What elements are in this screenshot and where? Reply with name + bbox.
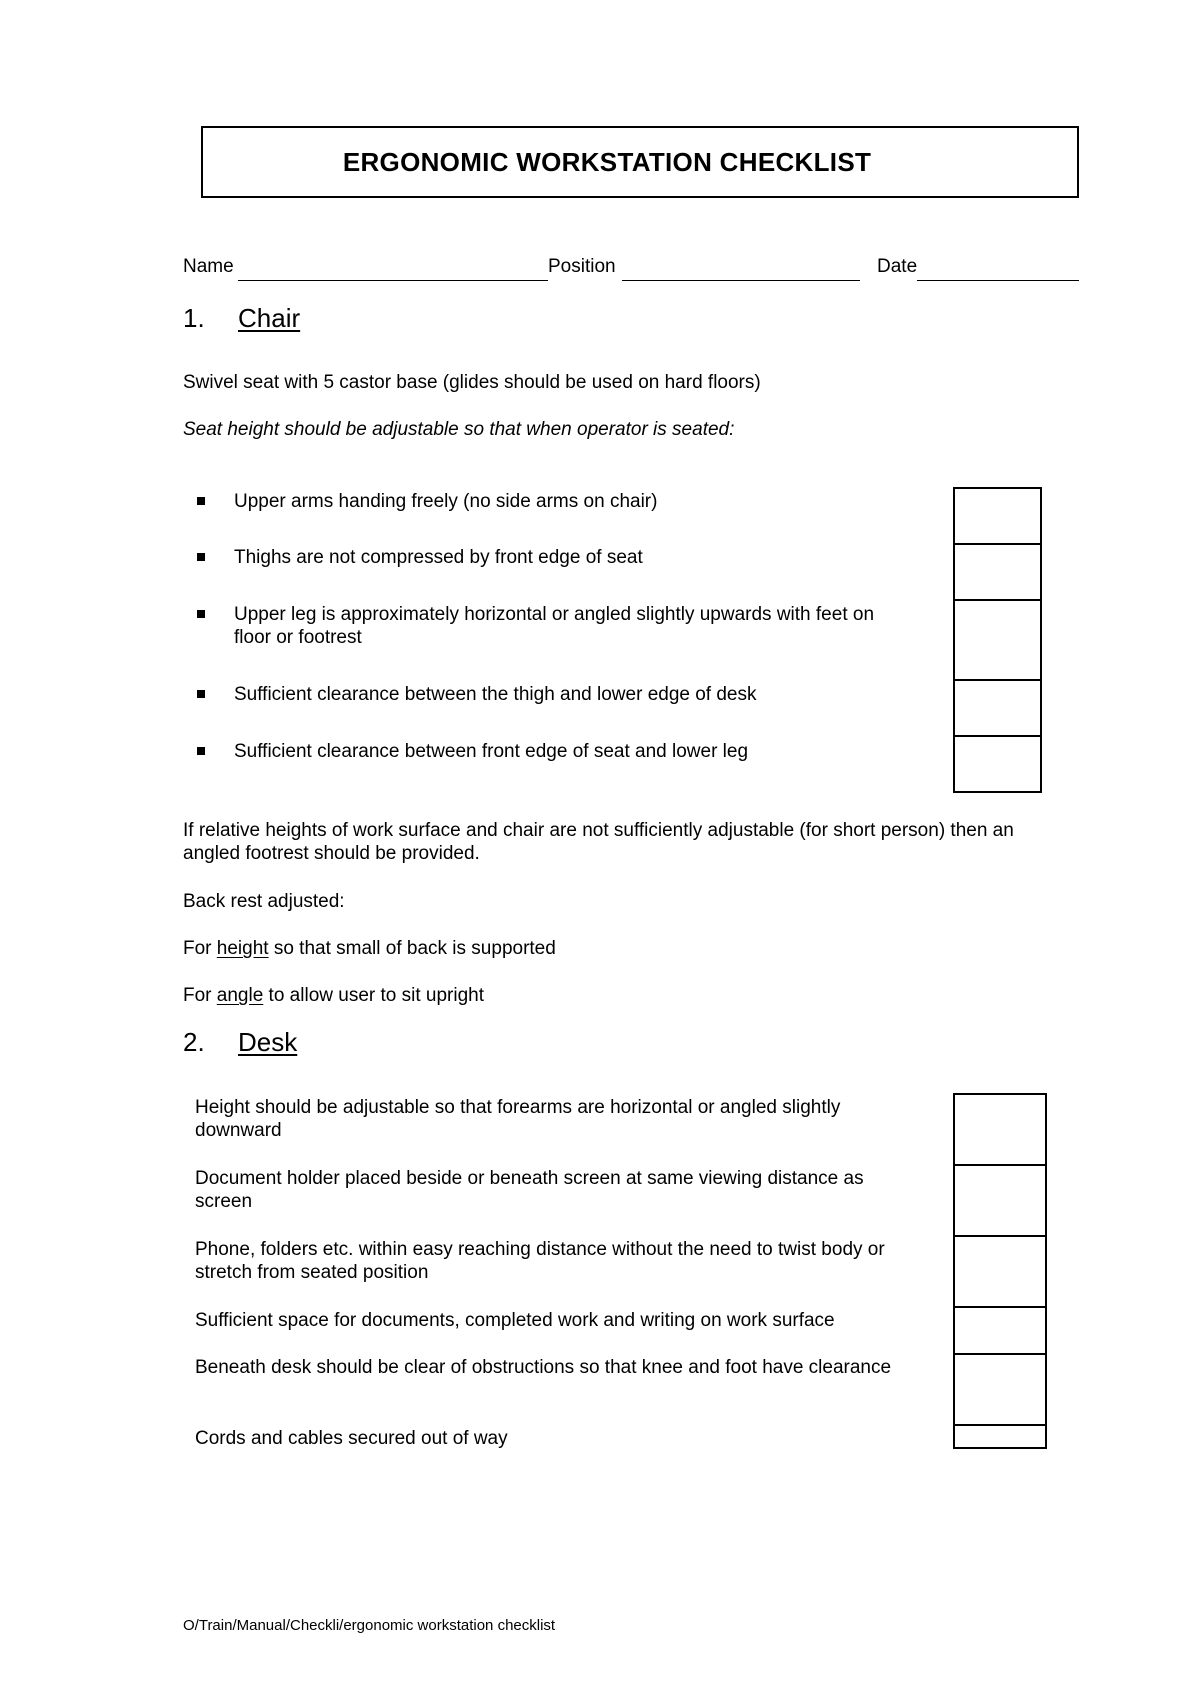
chair-bullet-text: Sufficient clearance between front edge of seat and lower leg	[234, 741, 749, 762]
desk-checkbox[interactable]	[953, 1235, 1047, 1308]
desk-section-title: Desk	[238, 1027, 298, 1057]
height-word: height	[216, 938, 269, 959]
page-title: ERGONOMIC WORKSTATION CHECKLIST	[342, 146, 872, 177]
bullet-icon	[197, 690, 205, 698]
date-label: Date	[877, 256, 918, 277]
angle-prefix: For	[183, 985, 217, 1006]
name-field[interactable]	[238, 280, 548, 281]
position-field[interactable]	[622, 280, 860, 281]
desk-checkbox[interactable]	[953, 1353, 1047, 1426]
name-label: Name	[183, 256, 234, 277]
chair-section-heading	[183, 303, 300, 334]
desk-item: Phone, folders etc. within easy reaching distance without the need to twist body or stretch from seated position	[195, 1239, 885, 1283]
chair-bullet-text: Thighs are not compressed by front edge of seat	[234, 547, 643, 568]
desk-section-number: 2.	[183, 1027, 205, 1057]
footrest-note: If relative heights of work surface and chair are not sufficiently adjustable (for short person) then an angled footrest should be provided.	[183, 820, 1014, 864]
desk-checkbox[interactable]	[953, 1164, 1047, 1237]
title-box	[201, 126, 1079, 198]
chair-bullet-text: Sufficient clearance between the thigh and lower edge of desk	[234, 684, 757, 705]
chair-checkbox[interactable]	[953, 679, 1042, 737]
desk-item: Sufficient space for documents, completed work and writing on work surface	[195, 1310, 835, 1331]
back-rest-height	[183, 937, 1023, 960]
desk-item: Beneath desk should be clear of obstructions so that knee and foot have clearance	[195, 1357, 892, 1378]
chair-intro: Swivel seat with 5 castor base (glides should be used on hard floors)	[183, 372, 761, 393]
angle-suffix: to allow user to sit upright	[263, 985, 484, 1006]
desk-item: Height should be adjustable so that forearms are horizontal or angled slightly downward	[195, 1097, 841, 1141]
chair-bullet-text: Upper leg is approximately horizontal or angled slightly upwards with feet on floor or footrest	[234, 604, 875, 648]
angle-word: angle	[216, 985, 264, 1006]
desk-item: Document holder placed beside or beneath screen at same viewing distance as screen	[195, 1168, 864, 1212]
chair-section-title: Chair	[238, 303, 301, 333]
bullet-icon	[197, 747, 205, 755]
chair-bullet-text: Upper arms handing freely (no side arms on chair)	[234, 491, 658, 512]
desk-checkbox[interactable]	[953, 1424, 1047, 1449]
desk-item: Cords and cables secured out of way	[195, 1428, 508, 1449]
seat-height-note: Seat height should be adjustable so that when operator is seated:	[183, 419, 735, 440]
back-rest-angle	[183, 984, 1023, 1007]
bullet-icon	[197, 553, 205, 561]
desk-checkbox[interactable]	[953, 1306, 1047, 1356]
chair-section-number: 1.	[183, 303, 205, 333]
back-rest-label: Back rest adjusted:	[183, 891, 345, 912]
position-label: Position	[548, 256, 616, 277]
date-field[interactable]	[917, 280, 1079, 281]
chair-checkbox[interactable]	[953, 599, 1042, 681]
chair-checkbox[interactable]	[953, 735, 1042, 793]
bullet-icon	[197, 610, 205, 618]
desk-checkbox[interactable]	[953, 1093, 1047, 1166]
height-suffix: so that small of back is supported	[268, 938, 556, 959]
footer-path: O/Train/Manual/Checkli/ergonomic workstation checklist	[183, 1617, 556, 1634]
bullet-icon	[197, 497, 205, 505]
chair-checkbox[interactable]	[953, 487, 1042, 545]
desk-section-heading	[183, 1027, 297, 1058]
chair-checkbox[interactable]	[953, 543, 1042, 601]
height-prefix: For	[183, 938, 217, 959]
